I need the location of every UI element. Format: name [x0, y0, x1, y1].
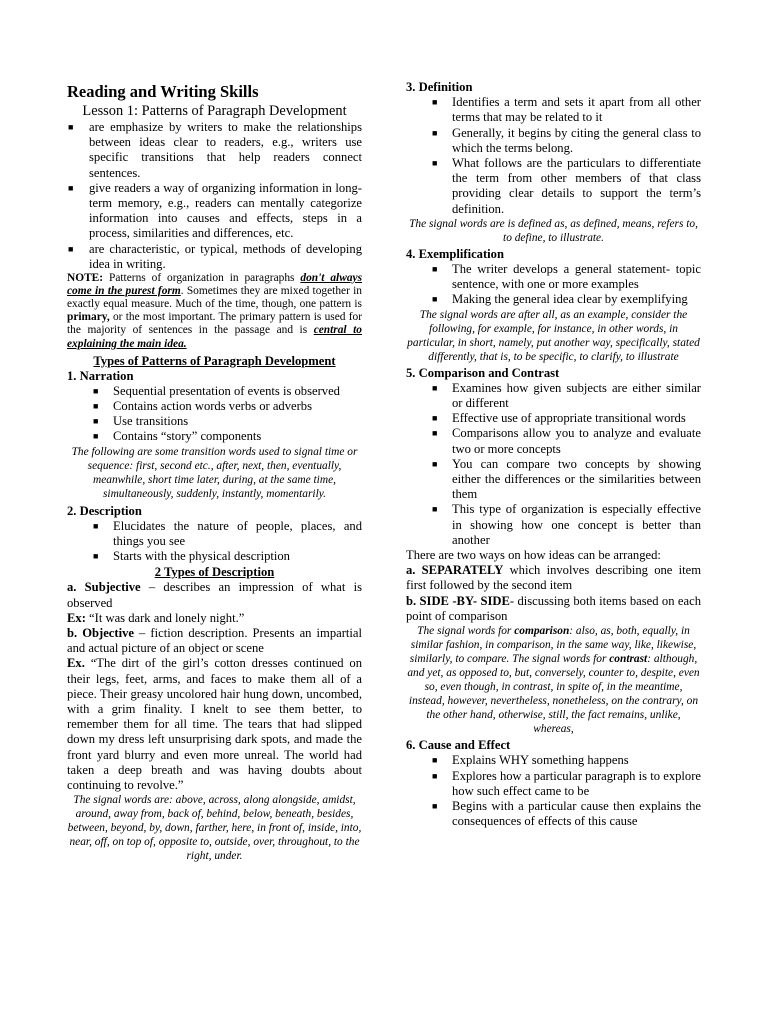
square-bullet-icon: ■ [93, 385, 99, 396]
square-bullet-icon: ■ [432, 800, 438, 811]
cause-effect-heading: 6. Cause and Effect [406, 738, 511, 753]
exemplification-heading: 4. Exemplification [406, 246, 504, 261]
document-title: Reading and Writing Skills [67, 82, 259, 101]
list-item: ■ Identifies a term and sets it apart from all other terms that may be related to it [432, 95, 701, 125]
square-bullet-icon: ■ [432, 458, 438, 469]
list-item: ■ Elucidates the nature of people, places, and things you see [93, 518, 362, 549]
comparison-heading: 5. Comparison and Contrast [406, 365, 560, 380]
square-bullet-icon: ■ [93, 416, 99, 427]
square-bullet-icon: ■ [68, 122, 74, 132]
list-item: ■ What follows are the particulars to differentiate the term from other members of that class providing clear details to support the term’s definition. [432, 156, 701, 216]
right-column [406, 80, 701, 829]
list-item: ■ are characteristic, or typical, methods of developing idea in writing. [68, 241, 362, 271]
square-bullet-icon: ■ [432, 158, 438, 169]
narration-heading: 1. Narration [67, 368, 134, 383]
square-bullet-icon: ■ [432, 97, 438, 108]
note-emphasis: don't always come in the purest form [67, 272, 362, 298]
note-emphasis: central to explaining the main idea. [67, 324, 362, 350]
cause-effect-list [406, 753, 701, 829]
list-item: ■ You can compare two concepts by showing either the differences or the similarities between them [432, 456, 701, 502]
square-bullet-icon: ■ [432, 294, 438, 305]
lesson-title: Lesson 1: Patterns of Paragraph Development [82, 103, 347, 119]
left-column [67, 80, 362, 863]
separately-paragraph: a. SEPARATELY which involves describing one item first followed by the second item [406, 563, 701, 593]
exemplification-signal-words: The signal words are after all, as an example, consider the following, for example, for instance, in other words, in particular, in short, namely, put another way, specifically, stated differently, that is, to be specific, to clarify, to illustrate [407, 308, 700, 363]
list-item: ■ The writer develops a general statement- topic sentence, with one or more examples [432, 262, 701, 292]
note-label: NOTE: [67, 272, 104, 285]
intro-list [67, 120, 362, 272]
list-item: ■ Making the general idea clear by exemplifying [432, 292, 688, 307]
arrangement-intro: There are two ways on how ideas can be arranged: [406, 548, 661, 563]
comparison-signal-words: The signal words for comparison: also, as, both, equally, in similar fashion, in comparison, in the same way, like, likewise, similarly, to compare. The signal words for contrast: although, and yet, as opposed to, but, conversely, counter to, despite, even so, even though, in contrast, in spite of, in the meantime, instead, however, nevertheless, nonetheless, on the contrary, on the other hand, otherwise, still, the fact remains, unlike, whereas, [407, 625, 700, 736]
subjective-paragraph: a. Subjective – describes an impression of what is observed [67, 580, 362, 610]
square-bullet-icon: ■ [432, 413, 438, 424]
narration-signal-words: The following are some transition words used to signal time or sequence: first, second etc., after, next, then, eventually, meanwhile, short time later, during, at the same time, simultaneously, suddenly, instantly, momentarily. [71, 445, 358, 500]
description-signal-words: The signal words are: above, across, along alongside, amidst, around, away from, back of, behind, below, beneath, besides, between, beyond, by, down, farther, here, in front of, inside, into, near, off, on top of, opposite to, outside, over, throughout, to the right, under. [67, 794, 362, 863]
description-list [67, 519, 362, 565]
list-item: ■ Generally, it begins by citing the general class to which the terms belong. [432, 125, 701, 155]
list-item: ■ are emphasize by writers to make the relationships between ideas clear to readers, e.g., writers use specific transitions that help readers connect sentences. [68, 120, 362, 180]
square-bullet-icon: ■ [432, 264, 438, 275]
list-item: ■ Examines how given subjects are either similar or different [432, 380, 701, 411]
types-heading: Types of Patterns of Paragraph Development [93, 353, 336, 368]
definition-signal-words: The signal words are is defined as, as defined, means, refers to, to define, to illustrate. [409, 217, 698, 244]
square-bullet-icon: ■ [93, 431, 99, 442]
square-bullet-icon: ■ [93, 551, 99, 562]
description-heading: 2. Description [67, 503, 142, 518]
subjective-example: Ex: “It was dark and lonely night.” [67, 610, 245, 625]
list-item: ■ Use transitions [93, 414, 189, 429]
square-bullet-icon: ■ [432, 382, 438, 393]
exemplification-list [406, 262, 701, 308]
side-by-side-paragraph: b. SIDE -BY- SIDE- discussing both items based on each point of comparison [406, 593, 701, 623]
square-bullet-icon: ■ [93, 401, 99, 411]
note-paragraph: NOTE: Patterns of organization in paragraphs don't always come in the purest form. Sometimes they are mixed together in exactly equal measure. Much of the time, though, one pattern is primary, or the most important. The primary pattern is used for the majority of sentences in the passage and is central to explaining the main idea. [67, 272, 362, 350]
list-item: ■ Explains WHY something happens [432, 753, 629, 768]
list-item: ■ Contains “story” components [93, 429, 262, 444]
definition-list [406, 95, 701, 217]
list-item: ■ Sequential presentation of events is observed [93, 383, 340, 398]
objective-paragraph: b. Objective – fiction description. Presents an impartial and actual picture of an object or scene [67, 626, 362, 656]
narration-list [67, 384, 362, 445]
square-bullet-icon: ■ [68, 243, 74, 254]
square-bullet-icon: ■ [432, 127, 438, 138]
definition-heading: 3. Definition [406, 80, 473, 94]
description-types-heading: 2 Types of Description [154, 565, 275, 580]
list-item: ■ give readers a way of organizing information in long-term memory, e.g., readers can mentally categorize information into causes and effects, steps in a process, similarities and differences, etc. [68, 180, 362, 241]
list-item: ■ Begins with a particular cause then explains the consequences of effects of this cause [432, 798, 701, 829]
objective-example: Ex. “The dirt of the girl’s cotton dresses continued on their legs, feet, arms, and faces to make them all of a piece. Their greasy uncolored hair hung down, uncombed, with a grim finality. I knelt to see them better, to remember them for all time. The tears that had slipped down my dress left unsurprising dark spots, and made the front yard blurry and even more unreal. The world had taken a deep breath and was having doubts about continuing to revolve.” [67, 656, 362, 793]
list-item: ■ Comparisons allow you to analyze and evaluate two or more concepts [432, 426, 701, 456]
comparison-list [406, 381, 701, 548]
square-bullet-icon: ■ [68, 182, 74, 193]
square-bullet-icon: ■ [432, 504, 438, 515]
list-item: ■ Effective use of appropriate transitional words [432, 411, 686, 426]
square-bullet-icon: ■ [432, 770, 438, 781]
square-bullet-icon: ■ [93, 520, 99, 531]
list-item: ■ Contains action words verbs or adverbs [93, 399, 313, 413]
list-item: ■ This type of organization is especially effective in showing how one concept is better than another [432, 502, 701, 547]
list-item: ■ Explores how a particular paragraph is to explore how such effect came to be [432, 768, 701, 798]
note-primary: primary, [67, 311, 110, 324]
list-item: ■ Starts with the physical description [93, 549, 290, 564]
square-bullet-icon: ■ [432, 428, 438, 439]
square-bullet-icon: ■ [432, 755, 438, 766]
